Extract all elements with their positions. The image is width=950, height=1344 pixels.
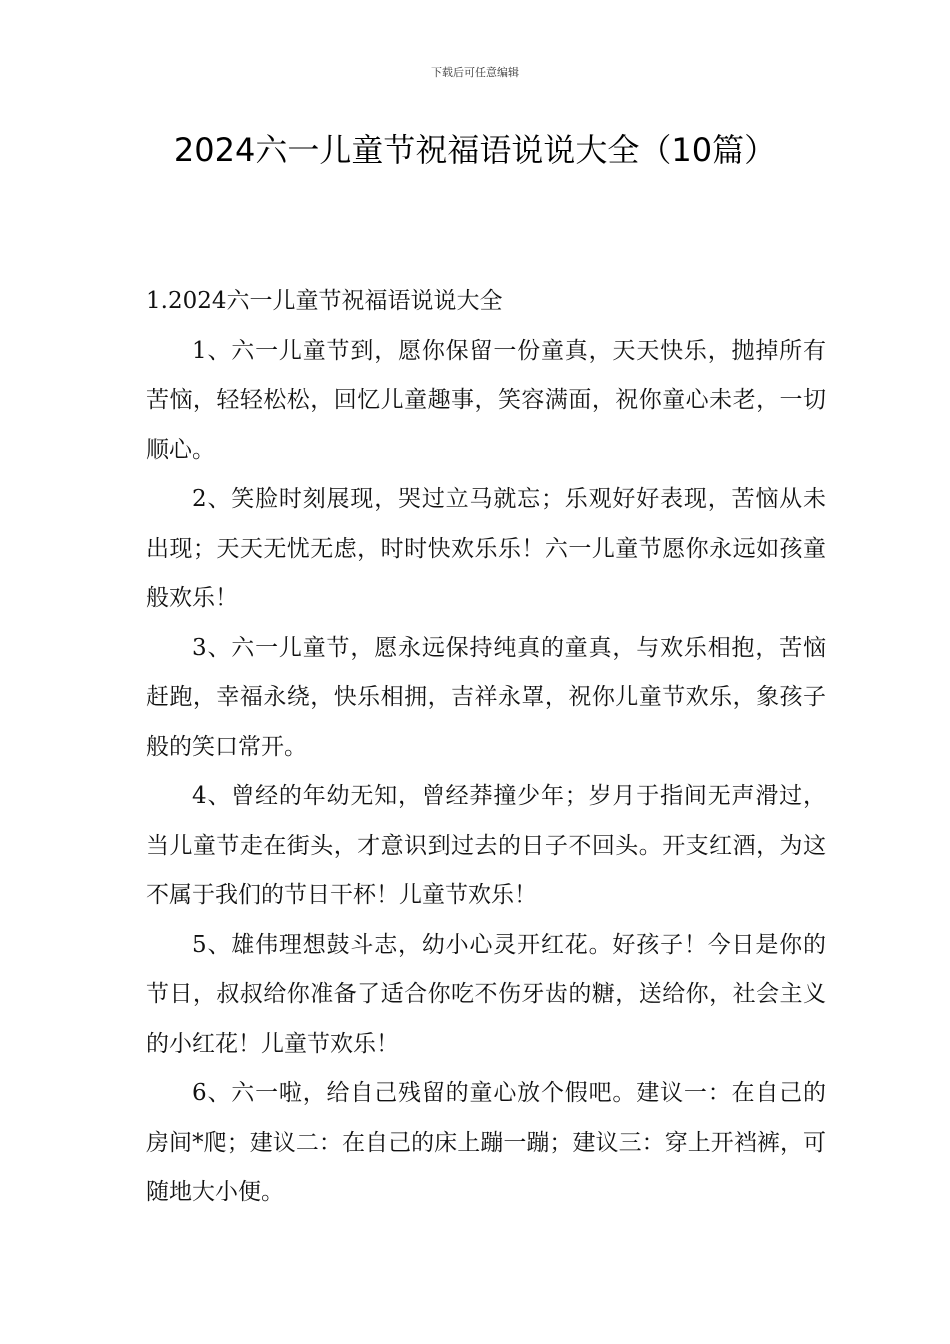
paragraph-6: 6、六一啦，给自己残留的童心放个假吧。建议一：在自己的房间*爬；建议二：在自己的床上蹦一蹦；建议三：穿上开裆裤，可随地大小便。 xyxy=(146,1080,826,1205)
paragraph-4: 4、曾经的年幼无知，曾经莽撞少年；岁月于指间无声滑过，当儿童节走在街头，才意识到过去的日子不回头。开支红酒，为这不属于我们的节日干杯！儿童节欢乐！ xyxy=(146,783,826,908)
paragraph-2: 2、笑脸时刻展现，哭过立马就忘；乐观好好表现，苦恼从未出现；天天无忧无虑，时时快欢乐乐！六一儿童节愿你永远如孩童般欢乐！ xyxy=(146,486,826,611)
document-body xyxy=(146,277,826,1218)
paragraph-5: 5、雄伟理想鼓斗志，幼小心灵开红花。好孩子！今日是你的节日，叔叔给你准备了适合你吃不伤牙齿的糖，送给你，社会主义的小红花！儿童节欢乐！ xyxy=(146,931,826,1057)
document-title: 2024六一儿童节祝福语说说大全（10篇） xyxy=(173,131,777,169)
paragraph-1: 1、六一儿童节到，愿你保留一份童真，天天快乐，抛掉所有苦恼，轻轻松松，回忆儿童趣事，笑容满面，祝你童心未老，一切顺心。 xyxy=(146,337,826,463)
paragraph-3: 3、六一儿童节，愿永远保持纯真的童真，与欢乐相抱，苦恼赶跑，幸福永绕，快乐相拥，吉祥永罩，祝你儿童节欢乐，象孩子般的笑口常开。 xyxy=(146,634,826,760)
header-note: 下载后可任意编辑 xyxy=(431,66,519,79)
section-heading: 1.2024六一儿童节祝福语说说大全 xyxy=(146,288,503,314)
